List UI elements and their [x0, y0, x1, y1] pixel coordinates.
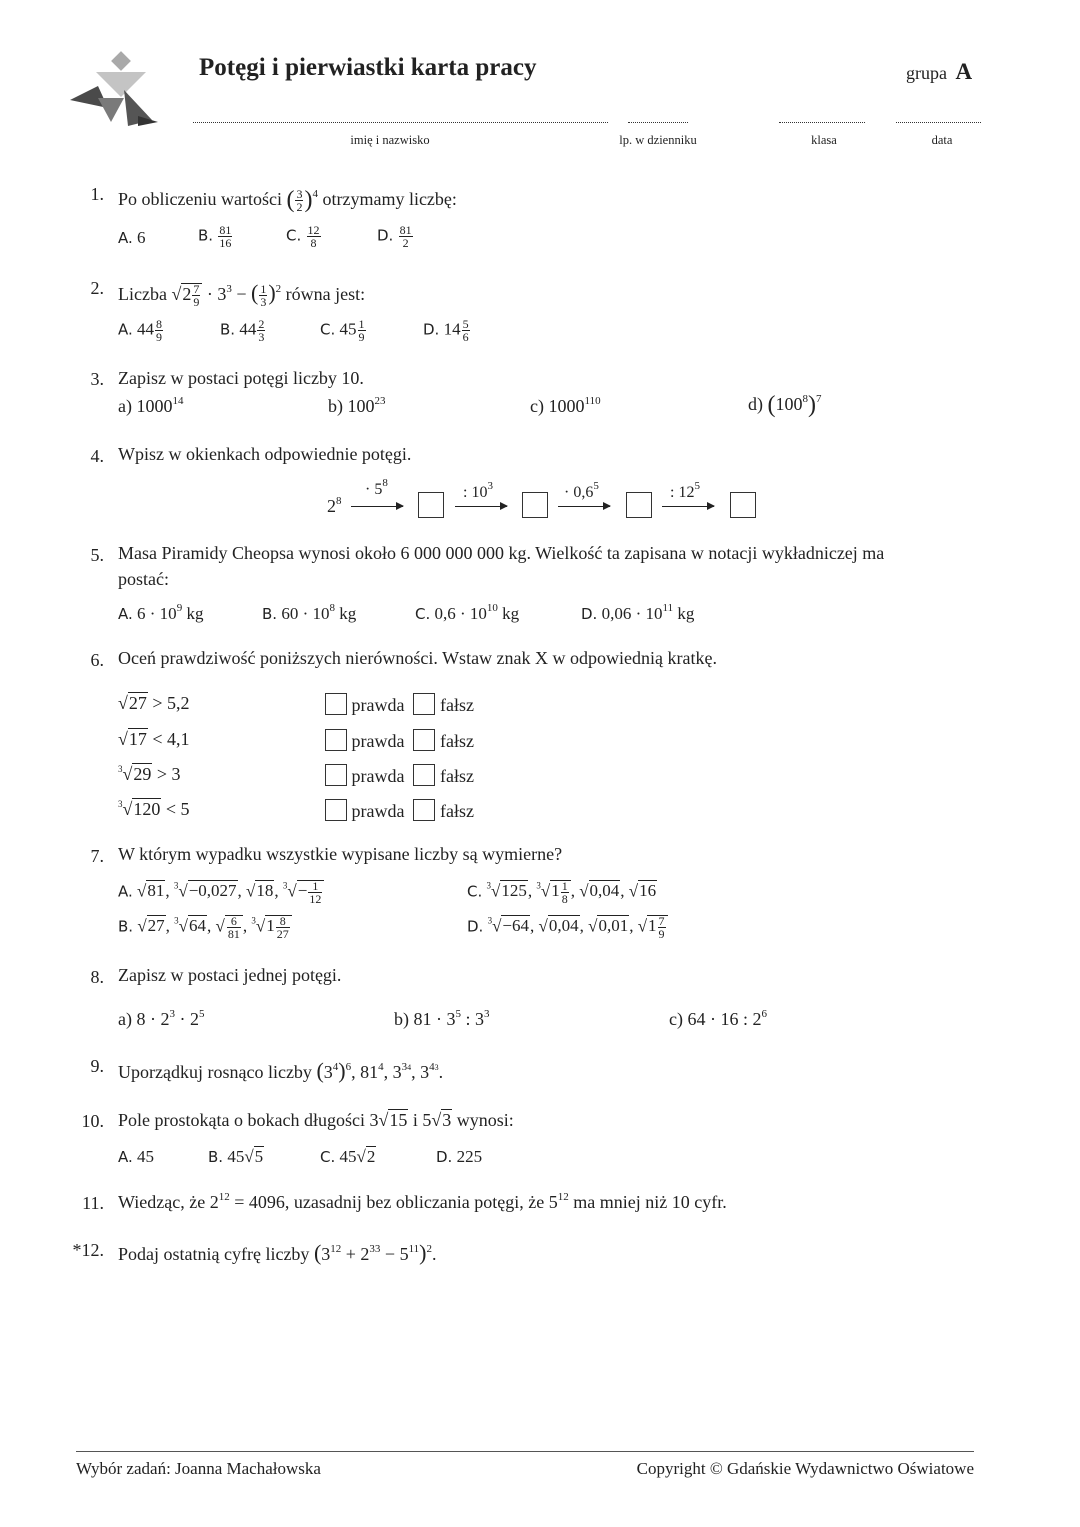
date-label: data — [931, 133, 953, 147]
q3-item-c: c) 1000$^{110}$ — [530, 395, 601, 416]
q5-option-c[interactable]: C. $0,6 \cdot 10^{10}$ kg — [415, 602, 520, 623]
q5-option-b[interactable]: B. $60 \cdot 10^8$ kg — [262, 602, 357, 623]
q6-inequality-1: √27 > 5,2 — [118, 693, 190, 713]
q6-number: 6. — [90, 650, 104, 670]
q6-row2-true-checkbox[interactable] — [325, 729, 347, 751]
q5-option-a[interactable]: A. $6 \cdot 10^9$ kg — [118, 602, 204, 623]
q11-text: Wiedząc, że $2^{12} = 4096$, uzasadnij bez obliczania potęgi, że $5^{12}$ ma mniej niż 10 cyfr. — [118, 1191, 727, 1212]
q6-inequality-3: $^3$√29 > 3 — [118, 764, 181, 784]
q6-inequality-4: $^3$√120 < 5 — [118, 799, 190, 819]
date-field[interactable] — [896, 122, 981, 123]
name-field-label: imię i nazwisko — [350, 133, 430, 147]
q2-option-c[interactable]: C. 45 $\frac{1}{9}$ — [320, 317, 365, 344]
q6-row3-true-checkbox[interactable] — [325, 764, 347, 786]
q1-post: otrzymamy liczbę: — [322, 189, 457, 209]
q10-text: Pole prostokąta o bokach długości 3√15 i 5√3 wynosi: — [118, 1110, 514, 1130]
q1-base-den: 2 — [296, 200, 303, 215]
q10-option-b[interactable]: B. 45√5 — [208, 1147, 264, 1166]
q6-row3-choices: prawda fałsz — [325, 764, 474, 787]
q7-number: 7. — [90, 846, 104, 866]
journal-number-field[interactable] — [628, 122, 688, 123]
q8-item-a: a) $8 \cdot 2^3 \cdot 2^5$ — [118, 1008, 205, 1029]
publisher-logo — [68, 50, 160, 130]
q7-option-a[interactable]: A. √81, $^3$√−0,027, √18, $^3$√− $\frac{1}{12}$ — [118, 880, 324, 905]
q1-pre: Po obliczeniu wartości — [118, 189, 282, 209]
q2-text — [118, 280, 365, 308]
footer-author: Wybór zadań: Joanna Machałowska — [76, 1459, 321, 1478]
q4-start-value: $2^8$ — [327, 495, 342, 516]
q4-answer-box-1[interactable] — [418, 492, 444, 518]
q9-text: Uporządkuj rosnąco liczby $(3^4)^6$, $81^4$, $3^{34}$, $3^{43}$. — [118, 1058, 444, 1083]
q1-option-a[interactable]: A. 6 — [118, 228, 146, 247]
q1-option-c[interactable]: C. $\frac{12}{8}$ — [286, 223, 320, 250]
footer-rule — [76, 1451, 974, 1452]
q1-option-b[interactable]: B. $\frac{81}{16}$ — [198, 223, 232, 250]
q6-inequality-2: √17 < 4,1 — [118, 729, 190, 749]
q3-item-b: b) $100^{23}$ — [328, 395, 386, 416]
footer-copyright: Copyright © Gdańskie Wydawnictwo Oświatowe — [636, 1459, 974, 1478]
q12-number: *12. — [72, 1240, 104, 1260]
q4-number: 4. — [90, 446, 104, 466]
q5-option-d[interactable]: D. $0,06 \cdot 10^{11}$ kg — [581, 602, 695, 623]
q2-number: 2. — [90, 278, 104, 298]
q3-text: Zapisz w postaci potęgi liczby 10. — [118, 368, 364, 388]
q2-expression: √2 $\frac{7}{9}$ · $3^3$ − ( $\frac{1}{3}$ )$^2$ — [171, 280, 282, 310]
q7-text: W którym wypadku wszystkie wypisane liczby są wymierne? — [118, 844, 563, 864]
page-title: Potęgi i pierwiastki karta pracy — [199, 54, 537, 81]
q4-answer-box-3[interactable] — [626, 492, 652, 518]
q4-op-3: · $0,6^5$ — [564, 480, 599, 501]
q1-base-num: 3 — [296, 187, 303, 202]
q10-option-a[interactable]: A. 45 — [118, 1147, 155, 1166]
q1-option-d[interactable]: D. $\frac{81}{2}$ — [377, 223, 412, 250]
q6-row1-true-checkbox[interactable] — [325, 693, 347, 715]
q10-option-c[interactable]: C. 45√2 — [320, 1147, 376, 1166]
q4-arrow-4 — [662, 506, 714, 507]
q7-option-d[interactable]: D. $^3$√−64, √0,04, √0,01, √1 $\frac{7}{9}$ — [467, 915, 668, 940]
q6-row4-false-checkbox[interactable] — [413, 799, 435, 821]
q6-row4-true-checkbox[interactable] — [325, 799, 347, 821]
q4-op-4: : $12^5$ — [670, 480, 700, 501]
q6-row3-false-checkbox[interactable] — [413, 764, 435, 786]
q3-item-a: a) 1000$^{14}$ — [118, 395, 184, 416]
q12-text: Podaj ostatnią cyfrę liczby $(3^{12} + 2^{33} - 5^{11})^2$. — [118, 1240, 437, 1265]
q1-number: 1. — [90, 184, 104, 204]
q6-row4-choices: prawda fałsz — [325, 799, 474, 822]
q4-op-2: : $10^3$ — [463, 480, 493, 501]
q4-answer-box-4[interactable] — [730, 492, 756, 518]
q8-number: 8. — [90, 967, 104, 987]
q2-pre: Liczba — [118, 284, 167, 304]
q4-arrow-2 — [455, 506, 507, 507]
q3-item-d: d) $(100^8)^7$ — [748, 392, 822, 418]
q12-expression: $(3^{12} + 2^{33} - 5^{11})^2$. — [313, 1240, 437, 1265]
q2-option-b[interactable]: B. 44 $\frac{2}{3}$ — [220, 317, 265, 344]
q6-text: Oceń prawdziwość poniższych nierówności. Wstaw znak X w odpowiednią kratkę. — [118, 648, 717, 668]
group-word: grupa — [906, 63, 947, 83]
name-field[interactable] — [193, 122, 608, 123]
q9-expression: $(3^4)^6$, $81^4$, $3^{34}$, $3^{43}$. — [316, 1058, 444, 1083]
q7-option-c[interactable]: C. $^3$√125, $^3$√1 $\frac{1}{8}$ , √0,04, √16 — [467, 879, 657, 906]
q6-row2-false-checkbox[interactable] — [413, 729, 435, 751]
q4-arrow-1 — [351, 506, 403, 507]
q2-option-a[interactable]: A. 44 $\frac{8}{9}$ — [118, 317, 163, 344]
group-label — [906, 59, 972, 85]
q9-number: 9. — [90, 1056, 104, 1076]
q4-answer-box-2[interactable] — [522, 492, 548, 518]
q6-row1-false-checkbox[interactable] — [413, 693, 435, 715]
q4-arrow-3 — [558, 506, 610, 507]
journal-number-label: lp. w dzienniku — [619, 133, 697, 147]
q7-option-b[interactable]: B. √27, $^3$√64, √ $\frac{6}{81}$ , $^3$√1 $\frac{8}{27}$ — [118, 915, 292, 940]
q10-number: 10. — [81, 1111, 104, 1131]
q5-line2: postać: — [118, 569, 169, 589]
q1-exp: 4 — [312, 188, 318, 200]
q3-number: 3. — [90, 369, 104, 389]
q11-number: 11. — [82, 1193, 104, 1213]
q10-option-d[interactable]: D. 225 — [436, 1147, 483, 1166]
q2-post: równa jest: — [285, 284, 366, 304]
q2-option-d[interactable]: D. 14 $\frac{5}{6}$ — [423, 317, 469, 344]
q4-op-1: · $5^8$ — [365, 477, 388, 498]
q1-text: Po obliczeniu wartości ( $\frac{3}{2}$ )$^4$ otrzymamy liczbę: — [118, 187, 457, 215]
q8-item-c: c) 64 · 16 : $2^6$ — [669, 1008, 767, 1029]
q8-text: Zapisz w postaci jednej potęgi. — [118, 965, 342, 985]
q5-number: 5. — [90, 545, 104, 565]
group-letter: A — [955, 59, 973, 84]
class-label: klasa — [811, 133, 837, 147]
q6-row1-choices: prawda fałsz — [325, 693, 474, 716]
q4-text: Wpisz w okienkach odpowiednie potęgi. — [118, 444, 412, 464]
class-field[interactable] — [779, 122, 865, 123]
q8-item-b: b) $81 \cdot 3^5$ : $3^3$ — [394, 1008, 490, 1029]
q6-row2-choices: prawda fałsz — [325, 729, 474, 752]
q5-line1: Masa Piramidy Cheopsa wynosi około 6 000 000 000 kg. Wielkość ta zapisana w notacji wykładniczej ma — [118, 543, 885, 563]
